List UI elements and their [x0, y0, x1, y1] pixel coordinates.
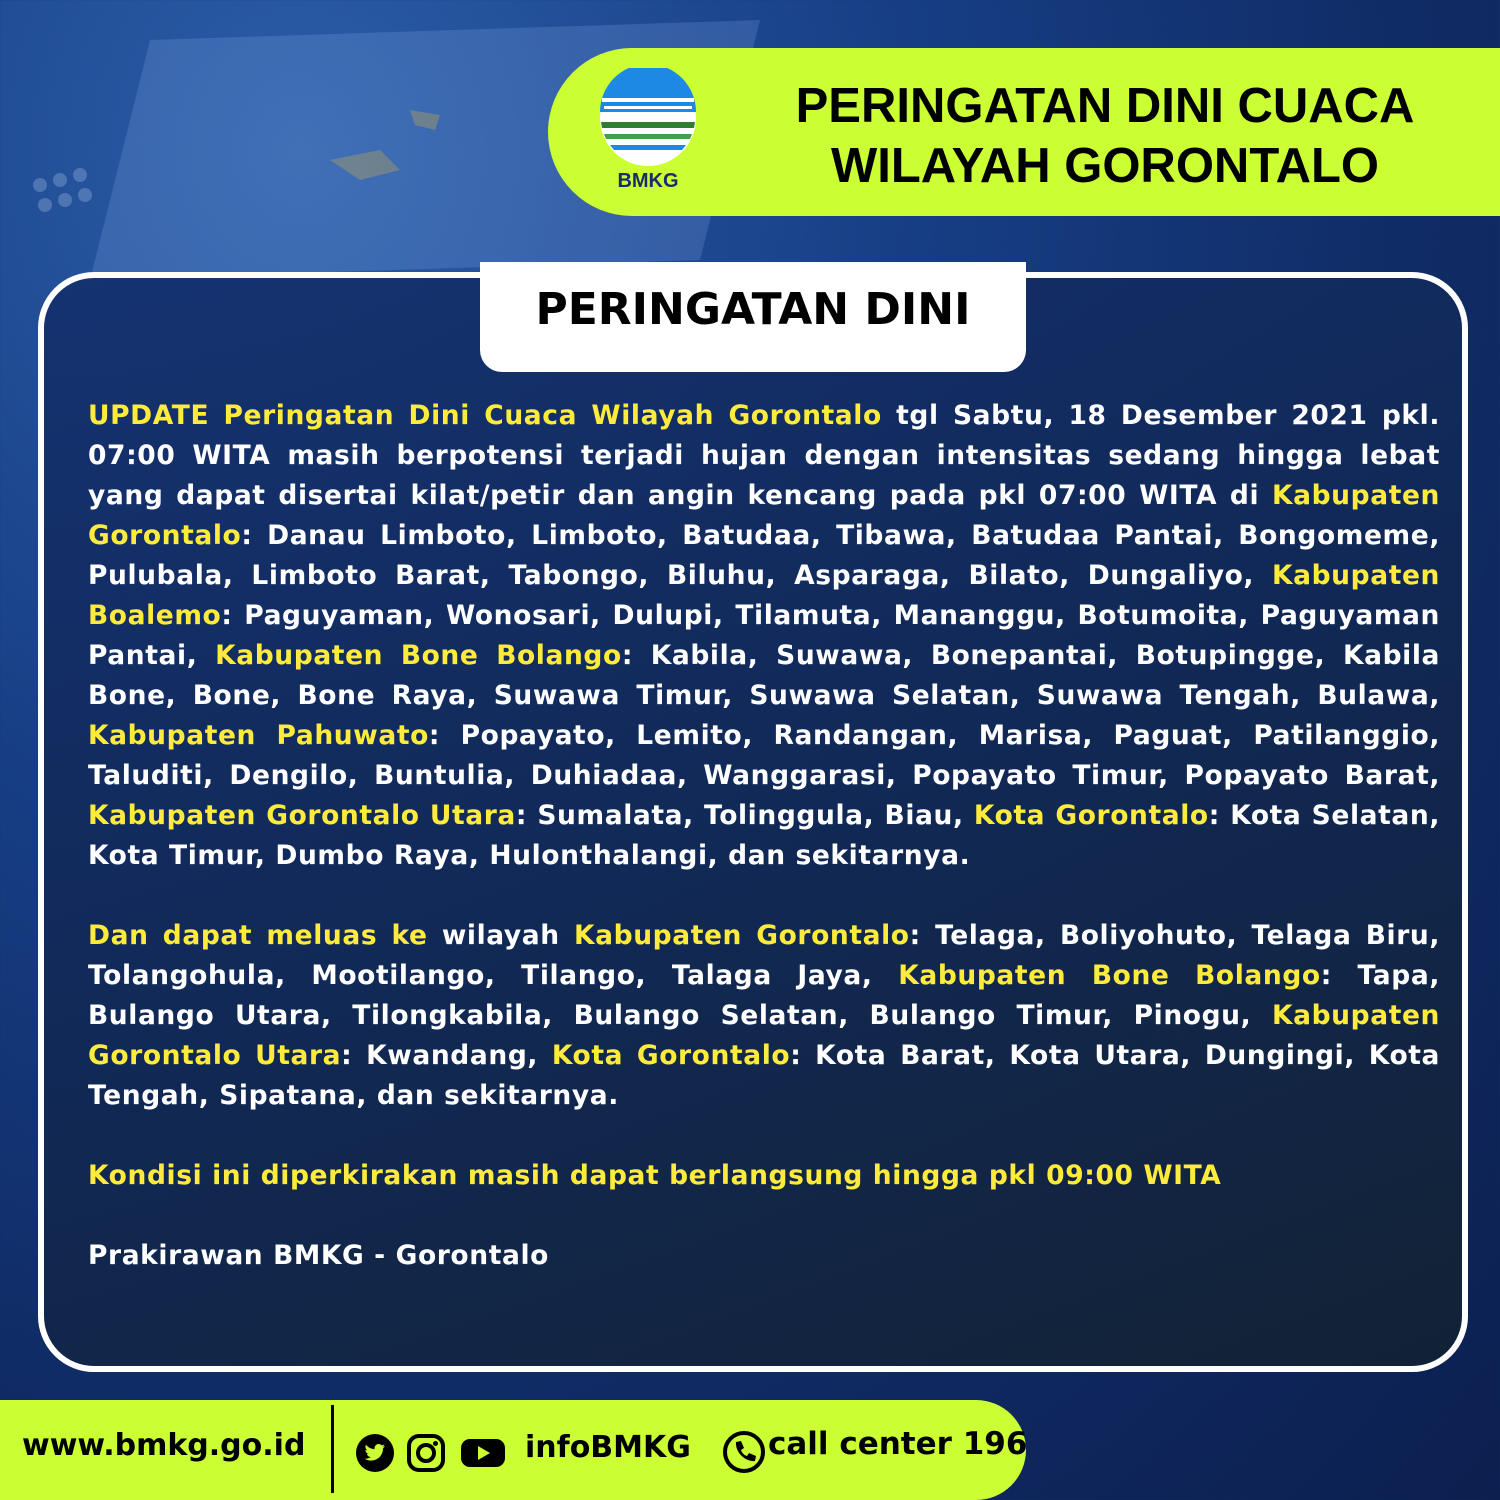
call-center-text[interactable]: call center 196: [768, 1426, 1028, 1462]
warning-content: [88, 396, 1440, 1316]
highlighted-text: Kabupaten Boalemo: [88, 560, 1440, 631]
highlighted-text: UPDATE Peringatan Dini Cuaca Wilayah Gorontalo: [88, 400, 882, 431]
body-text: : Kwandang,: [341, 1040, 552, 1071]
highlighted-text: Kabupaten Gorontalo Utara: [88, 800, 516, 831]
footer-divider: [331, 1405, 334, 1493]
body-text: tgl Sabtu, 18 Desember 2021 pkl. 07:00 WITA masih berpotensi terjadi hujan dengan intensitas sedang hingga lebat yang dapat disertai kilat/petir dan angin kencang pada pkl 07:00 WITA di: [88, 400, 1440, 511]
twitter-icon[interactable]: [355, 1433, 395, 1473]
highlighted-text: Kabupaten Bone Bolango: [898, 960, 1321, 991]
youtube-icon[interactable]: [460, 1433, 506, 1473]
highlighted-text: Kabupaten Gorontalo Utara: [88, 1000, 1440, 1071]
phone-icon: [722, 1430, 766, 1474]
highlighted-text: Dan dapat meluas ke: [88, 920, 428, 951]
signature-text: Prakirawan BMKG - Gorontalo: [88, 1240, 549, 1271]
body-text: : Danau Limboto, Limboto, Batudaa, Tibawa, Batudaa Pantai, Bongomeme, Pulubala, Limboto Barat, Tabongo, Biluhu, Asparaga, Bilato, Dungaliyo,: [88, 520, 1440, 591]
panel-tab: [480, 262, 1026, 372]
panel-tab-label: PERINGATAN DINI: [535, 284, 971, 335]
bmkg-logo-icon: [598, 68, 698, 168]
instagram-icon[interactable]: [406, 1433, 446, 1473]
condition-text: Kondisi ini diperkirakan masih dapat berlangsung hingga pkl 09:00 WITA: [88, 1160, 1222, 1191]
body-text: : Kota Barat, Kota Utara, Dungingi, Kota Tengah, Sipatana, dan sekitarnya.: [88, 1040, 1441, 1111]
logo-text: BMKG: [617, 170, 679, 192]
body-text: : Tapa, Bulango Utara, Tilongkabila, Bulango Selatan, Bulango Timur, Pinogu,: [88, 960, 1440, 1031]
warning-paragraph-2: [88, 916, 1440, 1116]
body-text: : Kota Selatan, Kota Timur, Dumbo Raya, Hulonthalangi, dan sekitarnya.: [88, 800, 1440, 871]
highlighted-text: Kota Gorontalo: [973, 800, 1209, 831]
body-text: : Popayato, Lemito, Randangan, Marisa, Paguat, Patilanggio, Taluditi, Dengilo, Buntulia, Duhiadaa, Wanggarasi, Popayato Timur, Popayato Barat,: [88, 720, 1440, 791]
body-text: : Sumalata, Tolinggula, Biau,: [515, 800, 974, 831]
footer-bar: [0, 1400, 1026, 1500]
body-text: : Paguyaman, Wonosari, Dulupi, Tilamuta, Mananggu, Botumoita, Paguyaman Pantai,: [88, 600, 1440, 671]
highlighted-text: Kota Gorontalo: [551, 1040, 791, 1071]
warning-paragraph-1: [88, 396, 1440, 876]
body-text: : Kabila, Suwawa, Bonepantai, Botupingge, Kabila Bone, Bone, Bone Raya, Suwawa Timur, Suwawa Selatan, Suwawa Tengah, Bulawa,: [88, 640, 1441, 711]
title-line-2: WILAYAH GORONTALO: [830, 139, 1380, 193]
highlighted-text: Kabupaten Bone Bolango: [215, 640, 622, 671]
website-link[interactable]: www.bmkg.go.id: [22, 1428, 306, 1463]
highlighted-text: Kabupaten Gorontalo: [574, 920, 910, 951]
social-handle[interactable]: infoBMKG: [525, 1430, 691, 1465]
page-title: [760, 76, 1450, 196]
bmkg-logo: [598, 68, 698, 194]
title-line-1: PERINGATAN DINI CUACA: [795, 79, 1415, 133]
body-text: : Telaga, Boliyohuto, Telaga Biru, Tolangohula, Mootilango, Tilango, Talaga Jaya,: [88, 920, 1440, 991]
body-text: wilayah: [427, 920, 575, 951]
highlighted-text: Kabupaten Gorontalo: [88, 480, 1440, 551]
highlighted-text: Kabupaten Pahuwato: [88, 720, 429, 751]
